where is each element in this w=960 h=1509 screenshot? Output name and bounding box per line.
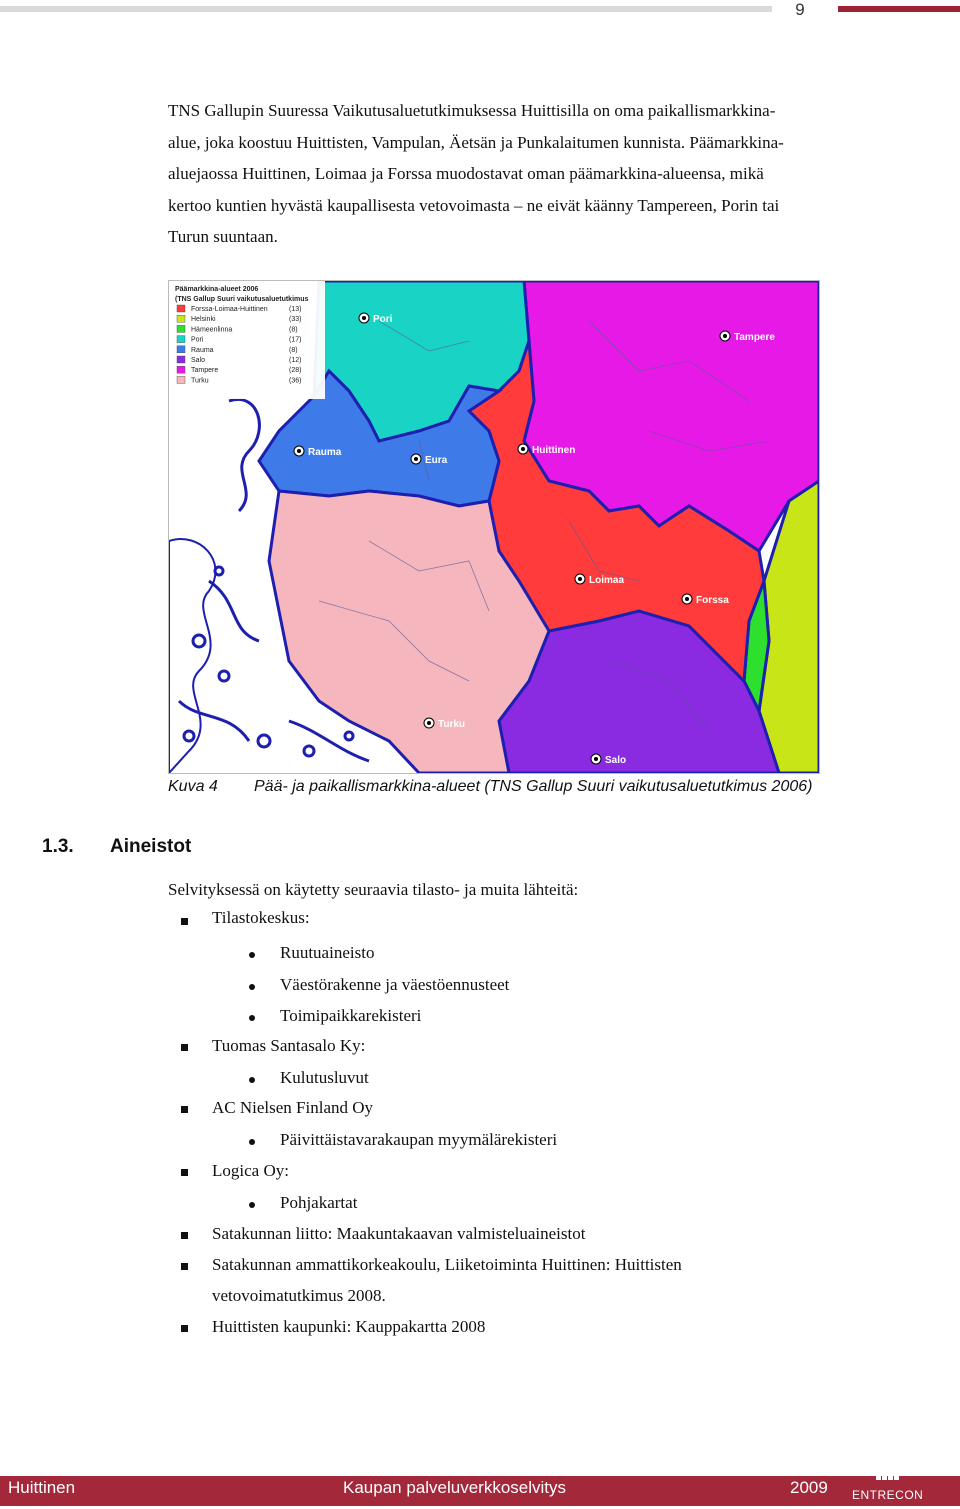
legend-swatch <box>177 356 185 363</box>
legend-label: Hämeenlinna <box>191 326 233 334</box>
intro-line: alue, joka koostuu Huittisten, Vampulan, Äetsän ja Punkalaitumen kunnista. Päämarkkina- <box>168 132 784 152</box>
header-rule-right <box>838 6 960 12</box>
city-marker-dot <box>723 334 727 338</box>
legend-label: Salo <box>191 357 206 364</box>
intro-line: aluejaossa Huittinen, Loimaa ja Forssa muodostavat oman päämarkkina-alueensa, mikä <box>168 164 764 183</box>
city-label: Huittinen <box>532 445 576 456</box>
list-item: Tuomas Santasalo Ky: <box>212 1036 366 1055</box>
legend-count: (13) <box>289 306 302 313</box>
caption-text: Pää- ja paikallismarkkina-alueet (TNS Gallup Suuri vaikutusaluetutkimus 2006) <box>254 778 813 795</box>
list-item: Ruutuaineisto <box>280 943 375 962</box>
intro-line: TNS Gallupin Suuressa Vaikutusaluetutkimuksessa Huittisilla on oma paikallismarkkina- <box>168 101 776 120</box>
legend-swatch <box>177 315 185 322</box>
figure-caption <box>168 778 868 796</box>
legend-label: Pori <box>191 336 204 344</box>
legend-count: (28) <box>289 367 302 375</box>
entrecon-logo-icon <box>876 1463 900 1485</box>
square-bullet-icon <box>181 1325 188 1332</box>
legend-swatch <box>177 346 185 353</box>
legend-label: Tampere <box>191 367 219 375</box>
caption-label: Kuva 4 <box>168 778 218 795</box>
legend-swatch <box>177 336 185 343</box>
legend-swatch <box>177 325 185 332</box>
list-item: Huittisten kaupunki: Kauppakartta 2008 <box>212 1317 486 1336</box>
header-rule-left <box>0 6 772 12</box>
list-item: Väestörakenne ja väestöennusteet <box>280 975 510 994</box>
city-label: Pori <box>373 314 393 325</box>
legend-label: Helsinki <box>191 316 216 324</box>
list-item: Toimipaikkarekisteri <box>280 1006 422 1025</box>
section-number: 1.3. <box>42 836 74 857</box>
footer-title: Kaupan palveluverkkoselvitys <box>343 1478 567 1497</box>
city-label: Eura <box>425 455 448 466</box>
legend-label: Turku <box>191 377 209 385</box>
page-number: 9 <box>795 0 805 19</box>
map-legend <box>169 281 325 399</box>
bullet-icon <box>249 952 255 958</box>
city-marker-dot <box>414 457 418 461</box>
bullet-icon <box>249 1202 255 1208</box>
list-item: Kulutusluvut <box>280 1068 369 1087</box>
city-label: Forssa <box>696 595 729 606</box>
market-area-map <box>168 280 820 774</box>
list-item: AC Nielsen Finland Oy <box>212 1098 374 1117</box>
city-marker-dot <box>521 447 525 451</box>
list-item: Päivittäistavarakaupan myymälärekisteri <box>280 1130 558 1149</box>
legend-count: (8) <box>289 326 298 334</box>
footer-left-text: Huittinen <box>8 1478 76 1497</box>
legend-count: (8) <box>289 346 298 354</box>
legend-label: Forssa-Loimaa-Huittinen <box>191 306 268 313</box>
list-item: Pohjakartat <box>280 1193 358 1212</box>
city-marker-dot <box>594 757 598 761</box>
list-item: Tilastokeskus: <box>212 908 310 927</box>
legend-count: (36) <box>289 377 302 385</box>
legend-count: (17) <box>289 336 302 344</box>
square-bullet-icon <box>181 1106 188 1113</box>
city-label: Rauma <box>308 447 342 458</box>
city-marker-dot <box>578 577 582 581</box>
list-item: Logica Oy: <box>212 1161 289 1180</box>
legend-swatch <box>177 366 185 373</box>
legend-count: (12) <box>289 357 302 364</box>
legend-swatch <box>177 376 185 383</box>
square-bullet-icon <box>181 1169 188 1176</box>
bullet-icon <box>249 1139 255 1145</box>
city-marker-dot <box>685 597 689 601</box>
bullet-icon <box>249 1015 255 1021</box>
legend-swatch <box>177 305 185 312</box>
city-label: Salo <box>605 755 627 766</box>
intro-paragraph <box>168 95 948 253</box>
bullet-icon <box>249 984 255 990</box>
square-bullet-icon <box>181 1044 188 1051</box>
section-heading <box>42 836 191 858</box>
sources-intro: Selvityksessä on käytetty seuraavia tilasto- ja muita lähteitä: <box>168 880 579 899</box>
city-marker-dot <box>362 316 366 320</box>
legend-label: Rauma <box>191 346 214 354</box>
city-label: Loimaa <box>589 575 625 586</box>
legend-count: (33) <box>289 316 302 324</box>
square-bullet-icon <box>181 1232 188 1239</box>
list-item-continuation: vetovoimatutkimus 2008. <box>212 1286 386 1305</box>
city-marker-dot <box>297 449 301 453</box>
footer-logo-text: ENTRECON <box>852 1488 924 1502</box>
list-item: Satakunnan ammattikorkeakoulu, Liiketoiminta Huittinen: Huittisten <box>212 1255 682 1274</box>
intro-line: kertoo kuntien hyvästä kaupallisesta vetovoimasta – ne eivät käänny Tampereen, Porin tai <box>168 195 780 215</box>
legend-subtitle: (TNS Gallup Suuri vaikutusaluetutkimus <box>175 296 309 303</box>
city-label: Turku <box>438 719 466 730</box>
city-marker-dot <box>427 721 431 725</box>
section-title: Aineistot <box>110 836 192 857</box>
square-bullet-icon <box>181 918 188 925</box>
bullet-icon <box>249 1077 255 1083</box>
list-item: Satakunnan liitto: Maakuntakaavan valmisteluaineistot <box>212 1224 586 1243</box>
city-label: Tampere <box>734 332 775 343</box>
footer-year: 2009 <box>790 1478 828 1497</box>
legend-title: Päämarkkina-alueet 2006 <box>175 286 259 293</box>
square-bullet-icon <box>181 1263 188 1270</box>
intro-line: Turun suuntaan. <box>168 227 278 246</box>
